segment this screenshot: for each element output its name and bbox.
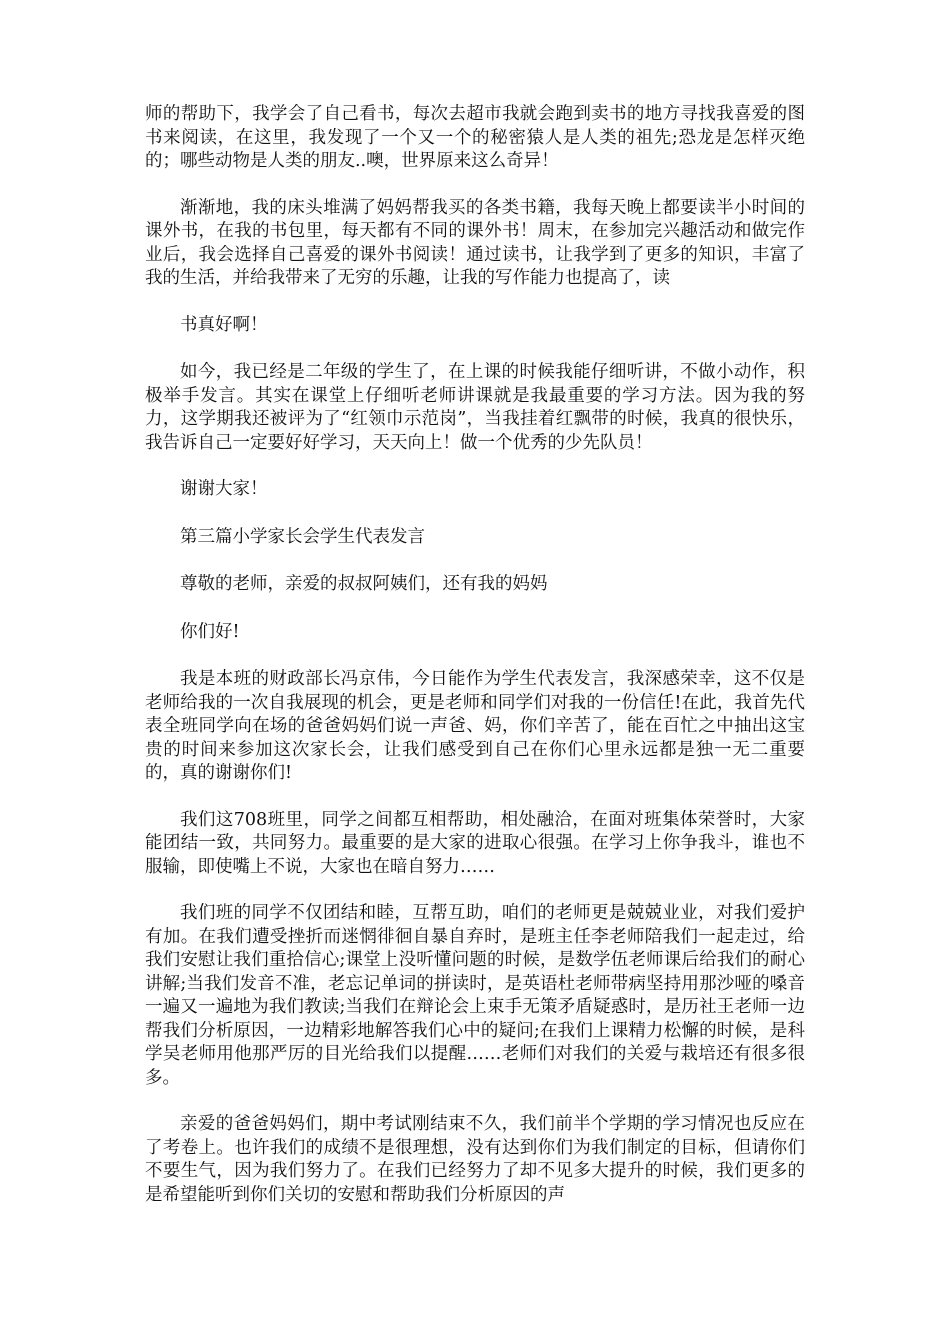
paragraph-2: 渐渐地，我的床头堆满了妈妈帮我买的各类书籍，我每天晚上都要读半小时间的课外书，在我的书包里，每天都有不同的课外书！周末，在参加完兴趣活动和做完作业后，我会选择自己喜爱的课外书阅读！通过读书，让我学到了更多的知识，丰富了我的生活，并给我带来了无穷的乐趣，让我的写作能力也提高了，读 <box>145 197 805 288</box>
paragraph-4: 如今，我已经是二年级的学生了，在上课的时候我能仔细听讲，不做小动作，积极举手发言。其实在课堂上仔细听老师讲课就是我最重要的学习方法。因为我的努力，这学期我还被评为了“红领巾示范岗”，当我挂着红飘带的时候，我真的很快乐，我告诉自己一定要好好学习，天天向上！做一个优秀的少先队员！ <box>145 362 805 453</box>
paragraph-10: 我们这708班里，同学之间都互相帮助，相处融洽，在面对班集体荣誉时，大家能团结一致，共同努力。最重要的是大家的进取心很强。在学习上你争我斗，谁也不服输，即使嘴上不说，大家也在暗自努力…… <box>145 809 805 877</box>
paragraph-12: 亲爱的爸爸妈妈们，期中考试刚结束不久，我们前半个学期的学习情况也反应在了考卷上。也许我们的成绩不是很理想，没有达到你们为我们制定的目标，但请你们不要生气，因为我们努力了。在我们已经努力了却不见多大提升的时候，我们更多的是希望能听到你们关切的安慰和帮助我们分析原因的声 <box>145 1114 805 1205</box>
document-page <box>145 103 805 1230</box>
paragraph-5: 谢谢大家！ <box>180 479 268 499</box>
greeting: 你们好! <box>180 621 240 642</box>
paragraph-1: 师的帮助下，我学会了自己看书，每次去超市我就会跑到卖书的地方寻找我喜爱的图书来阅读，在这里，我发现了一个又一个的秘密猿人是人类的祖先;恐龙是怎样灭绝的；哪些动物是人类的朋友..噢，世界原来这么奇异！ <box>145 104 805 171</box>
section-heading: 第三篇小学家长会学生代表发言 <box>180 526 425 547</box>
paragraph-3: 书真好啊！ <box>180 314 268 335</box>
paragraph-11: 我们班的同学不仅团结和睦，互帮互助，咱们的老师更是兢兢业业，对我们爱护有加。在我们遭受挫折而迷惘徘徊自暴自弃时，是班主任李老师陪我们一起走过，给我们安慰让我们重拾信心;课堂上没听懂问题的时候，是数学伍老师课后给我们的耐心讲解;当我们发音不准，老忘记单词的拼读时，是英语杜老师带病坚持用那沙哑的嗓音一遍又一遍地为我们教读;当我们在辩论会上束手无策矛盾疑惑时，是历社王老师一边帮我们分析原因，一边精彩地解答我们心中的疑问;在我们上课精力松懈的时候，是科学吴老师用他那严厉的目光给我们以提醒……老师们对我们的关爱与栽培还有很多很多。 <box>145 903 805 1088</box>
salutation: 尊敬的老师，亲爱的叔叔阿姨们，还有我的妈妈 <box>180 574 548 594</box>
paragraph-9: 我是本班的财政部长冯京伟，今日能作为学生代表发言，我深感荣幸，这不仅是老师给我的一次自我展现的机会，更是老师和同学们对我的一份信任!在此，我首先代表全班同学向在场的爸爸妈妈们说一声爸、妈，你们辛苦了，能在百忙之中抽出这宝贵的时间来参加这次家长会，让我们感受到自己在你们心里永远都是独一无二重要的，真的谢谢你们! <box>145 669 805 783</box>
